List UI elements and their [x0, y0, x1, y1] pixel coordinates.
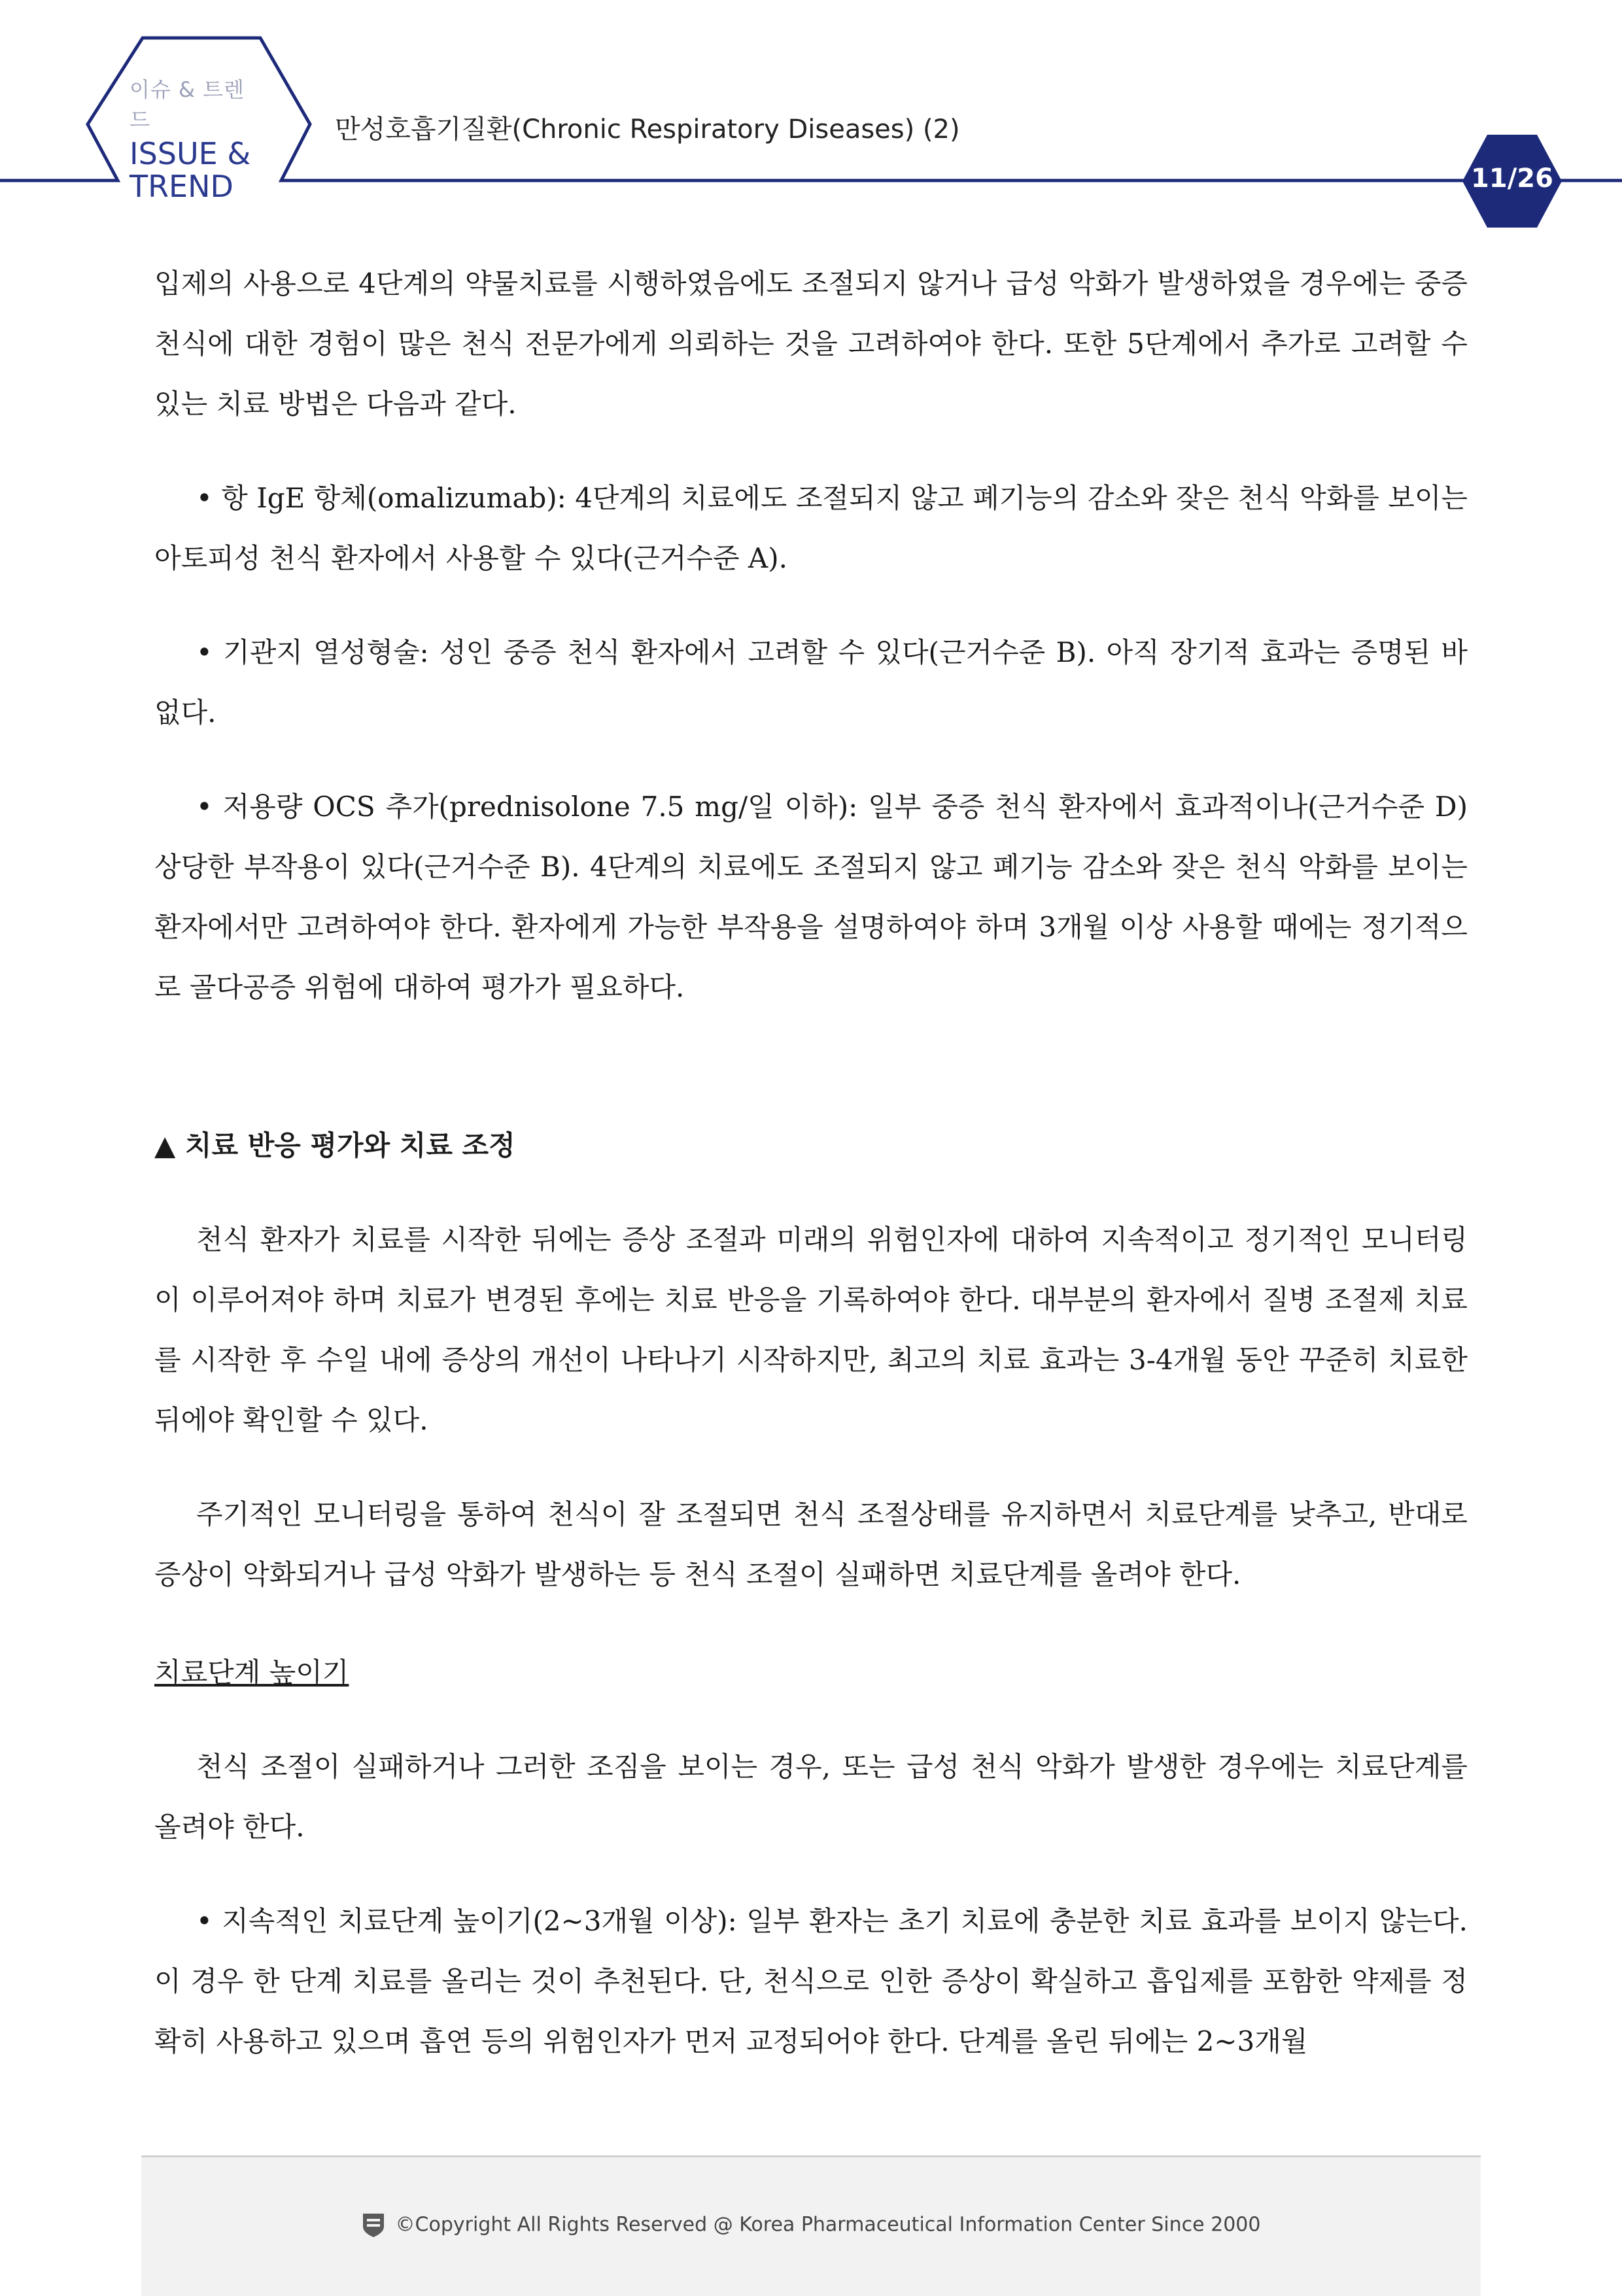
- page-header: [0, 0, 1622, 235]
- badge-title-line-1: ISSUE &: [129, 136, 251, 171]
- sub-heading-step-up: 치료단계 높이기: [154, 1656, 349, 1688]
- document-title: 만성호흡기질환(Chronic Respiratory Diseases) (2): [335, 114, 960, 145]
- paragraph-monitoring: 천식 환자가 치료를 시작한 뒤에는 증상 조절과 미래의 위험인자에 대하여 지속적이고 정기적인 모니터링이 이루어져야 하며 치료가 변경된 후에는 치료 반응을 기록하여야 한다. 대부분의 환자에서 질병 조절제 치료를 시작한 후 수일 내에 증상의 개선이 나타나기 시작하지만, 최고의 치료 효과는 3-4개월 동안 꾸준히 치료한 뒤에야 확인할 수 있다.: [154, 1224, 1468, 1436]
- bullet-sustained-step-up: • 지속적인 치료단계 높이기(2~3개월 이상): 일부 환자는 초기 치료에 충분한 치료 효과를 보이지 않는다. 이 경우 한 단계 치료를 올리는 것이 추천된다. 단, 천식으로 인한 증상이 확실하고 흡입제를 포함한 약제를 정확히 사용하고 있으며 흡연 등의 위험인자가 먼저 교정되어야 한다. 단계를 올린 뒤에는 2~3개월: [154, 1905, 1468, 2057]
- issue-trend-badge: [129, 73, 260, 203]
- section-heading: ▲ 치료 반응 평가와 치료 조정: [154, 1129, 515, 1161]
- page-number: 11/26: [1471, 163, 1553, 194]
- bullet-omalizumab: • 항 IgE 항체(omalizumab): 4단계의 치료에도 조절되지 않고 폐기능의 감소와 잦은 천식 악화를 보이는 아토피성 천식 환자에서 사용할 수 있다(근거수준 A).: [154, 482, 1468, 574]
- paragraph-step-adjustment: 주기적인 모니터링을 통하여 천식이 잘 조절되면 천식 조절상태를 유지하면서 치료단계를 낮추고, 반대로 증상이 악화되거나 급성 악화가 발생하는 등 천식 조절이 실패하면 치료단계를 올려야 한다.: [154, 1498, 1468, 1590]
- badge-subtitle: 이슈 & 트렌드: [129, 77, 245, 132]
- bullet-bronchial-thermoplasty: • 기관지 열성형술: 성인 중증 천식 환자에서 고려할 수 있다(근거수준 B). 아직 장기적 효과는 증명된 바 없다.: [154, 636, 1468, 728]
- page-footer: [141, 2155, 1481, 2296]
- shield-logo-icon: [362, 2212, 385, 2238]
- paragraph-step-up: 천식 조절이 실패하거나 그러한 조짐을 보이는 경우, 또는 급성 천식 악화가 발생한 경우에는 치료단계를 올려야 한다.: [154, 1751, 1468, 1843]
- copyright-text: ©Copyright All Rights Reserved @ Korea Pharmaceutical Information Center Since 2000: [395, 2213, 1261, 2236]
- intro-paragraph: 입제의 사용으로 4단계의 약물치료를 시행하였음에도 조절되지 않거나 급성 악화가 발생하였을 경우에는 중증 천식에 대한 경험이 많은 천식 전문가에게 의뢰하는 것을 고려하여야 한다. 또한 5단계에서 추가로 고려할 수 있는 치료 방법은 다음과 같다.: [154, 267, 1468, 420]
- badge-title-line-2: TREND: [129, 169, 233, 204]
- document-body: [154, 254, 1468, 2072]
- bullet-low-dose-ocs: • 저용량 OCS 추가(prednisolone 7.5 mg/일 이하): 일부 중증 천식 환자에서 효과적이나(근거수준 D) 상당한 부작용이 있다(근거수준 B). 4단계의 치료에도 조절되지 않고 폐기능 감소와 잦은 천식 악화를 보이는 환자에서만 고려하여야 한다. 환자에게 가능한 부작용을 설명하여야 하며 3개월 이상 사용할 때에는 정기적으로 골다공증 위험에 대하여 평가가 필요하다.: [154, 791, 1468, 1003]
